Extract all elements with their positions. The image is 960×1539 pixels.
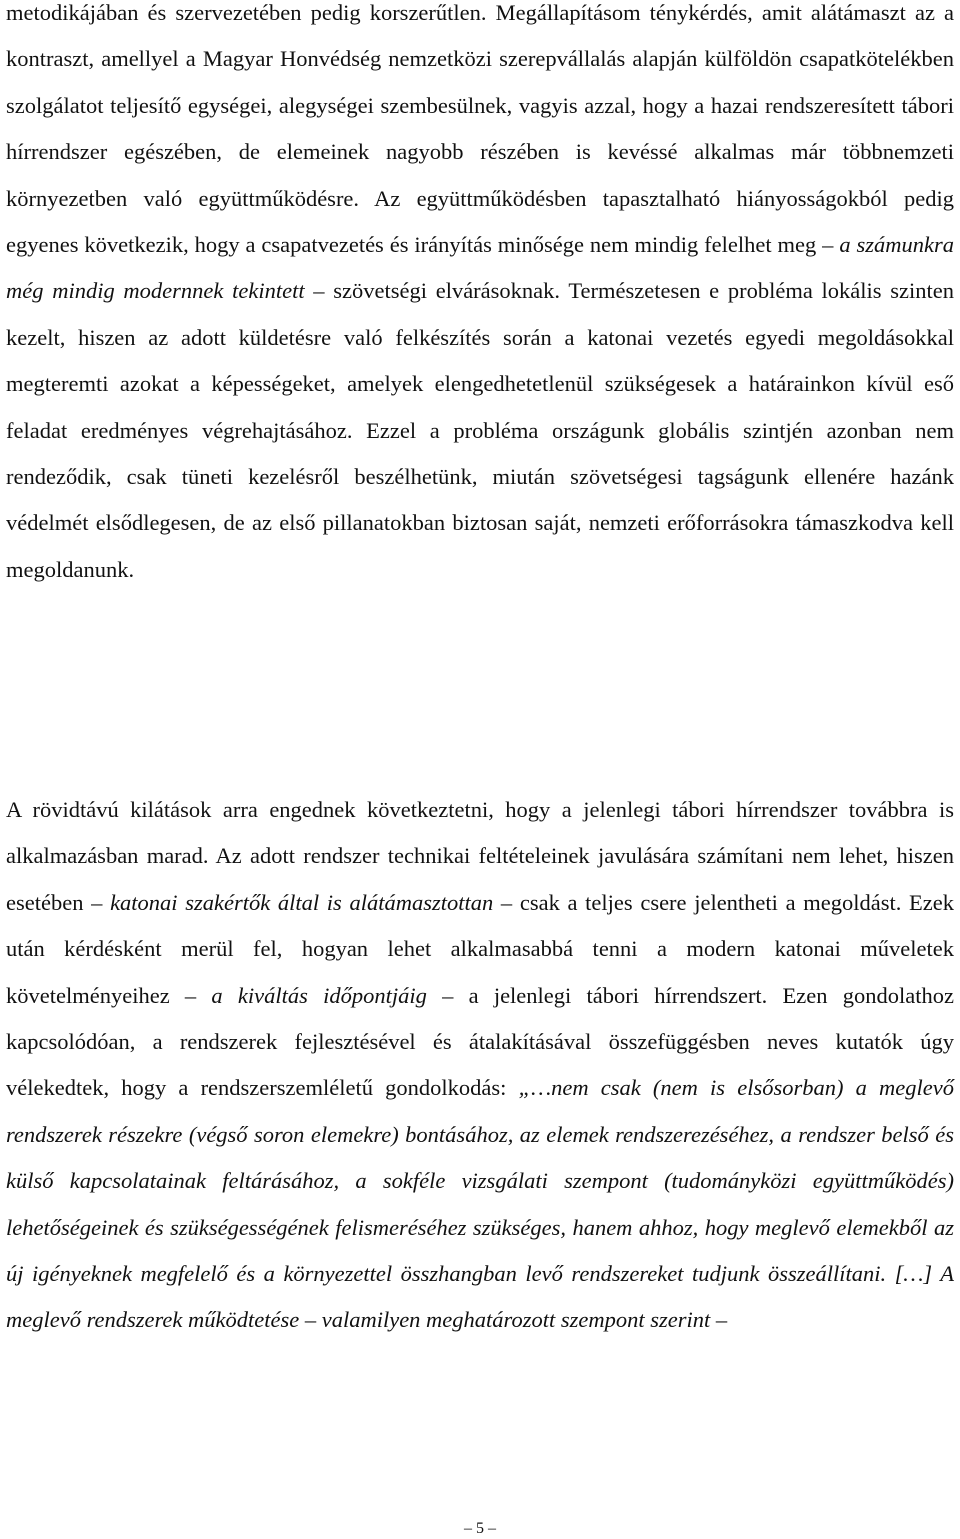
italic-text-segment: – a számunkra még mindig modernnek tekintett – xyxy=(6,232,954,304)
text-segment: csak a teljes csere jelentheti a megoldást. Ezek után kérdésként merül fel, hogyan lehet alkalmasabbá tenni a modern katonai műveletek követelményeihez xyxy=(6,889,955,1008)
italic-text-segment: „…nem csak (nem is elsősorban) a meglevő rendszerek részekre (végső soron elemekre) bontásához, az elemek rendszerezéséhez, a rendszer belső és külső kapcsolatainak feltárásához, a sokféle vizsgálati szempont (tudományközi együttműködés) lehetőségeinek és szükségességének felismeréséhez szükséges, hanem ahhoz, hogy meglevő elemekből az új igényeknek megfelelő és a környezettel összhangban levő rendszereket tudjunk összeállítani. […] A meglevő rendszerek működtetése – valamilyen meghatározott szempont szerint – xyxy=(6,1075,954,1333)
text-segment: A rövidtávú kilátások arra engednek következtetni, hogy a jelenlegi tábori hírrendszer továbbra is alkalmazásban marad. Az adott rendszer technikai feltételeinek javulására számítani nem lehet, hiszen esetében xyxy=(6,797,954,915)
paragraph xyxy=(6,787,954,1344)
paragraph xyxy=(6,0,954,593)
text-segment: metodikájában és szervezetében pedig korszerűtlen. Megállapításom ténykérdés, amit alátámaszt az a kontraszt, amellyel a Magyar Honvédség nemzetközi szerepvállalás alapján külföldön csapatkötelékben szolgálatot teljesítő egységei, alegységei szembesülnek, vagyis azzal, hogy a hazai rendszeresített tábori hírrendszer egészében, de elemeinek nagyobb részében is kevéssé alkalmas már többnemzeti környezetben való együttműködésre. Az együttműködésben tapasztalható hiányosságokból pedig egyenes következik, hogy a csapatvezetés és irányítás minősége nem mindig felelhet meg xyxy=(6,0,954,258)
italic-text-segment: – katonai szakértők által is alátámasztottan – xyxy=(91,889,513,915)
italic-text-segment: – a kiváltás időpontjáig – xyxy=(184,982,454,1008)
text-segment: a jelenlegi tábori hírrendszert. Ezen gondolathoz kapcsolódóan, a rendszerek fejlesztésével és átalakításával összefüggésben neves kutatók úgy vélekedtek, hogy a rendszerszemléletű gondolkodás: xyxy=(6,982,954,1101)
page-number: – 5 – xyxy=(464,1520,496,1537)
text-segment: szövetségi elvárásoknak. Természetesen e probléma lokális szinten kezelt, hiszen az adott küldetésre való felkészítés során a katonai vezetés egyedi megoldásokkal megteremti azokat a képességeket, amelyek elengedhetetlenül szükségesek a határainkon kívül eső feladat eredményes végrehajtásához. Ezzel a probléma országunk globális szintjén azonban nem rendeződik, csak tüneti kezelésről beszélhetünk, miután szövetségesi tagságunk ellenére hazánk védelmét elsődlegesen, de az első pillanatokban biztosan saját, nemzeti erőforrásokra támaszkodva kell megoldanunk. xyxy=(6,278,954,582)
